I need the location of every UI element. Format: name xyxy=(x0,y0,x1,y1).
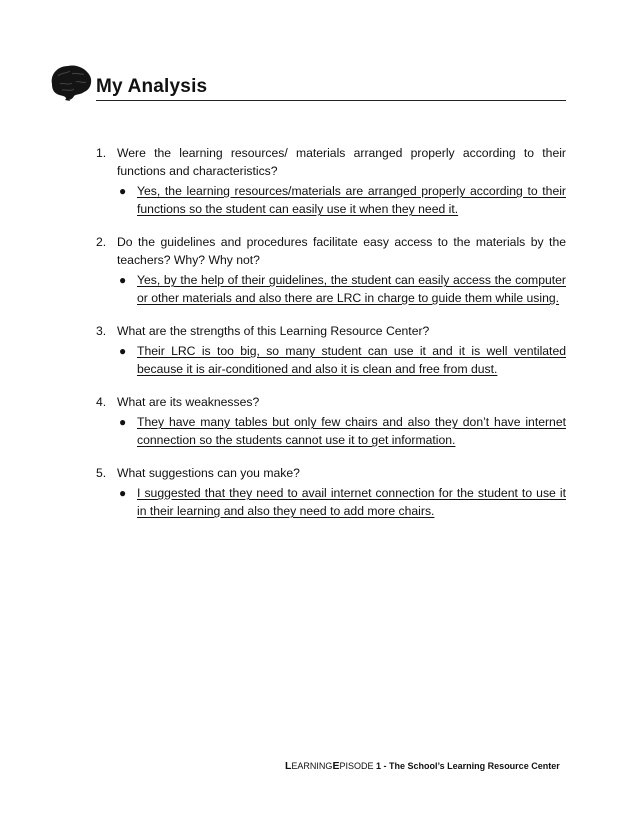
bullet-icon: ● xyxy=(119,486,127,500)
page-title: My Analysis xyxy=(96,76,208,97)
answer-text: Yes, the learning resources/materials are arranged properly according to their functions so the student can easily use it when they need it. xyxy=(137,184,566,216)
footer-separator: - xyxy=(381,761,389,771)
question-item xyxy=(96,233,566,307)
question-text: Do the guidelines and procedures facilitate easy access to the materials by the teachers? Why? Why not? xyxy=(117,235,566,267)
question-item xyxy=(96,464,566,520)
question-text: Were the learning resources/ materials arranged properly according to their functions and characteristics? xyxy=(117,146,566,178)
answer-text: They have many tables but only few chairs and also they don’t have internet connection so the students cannot use it to get information. xyxy=(137,415,566,447)
page-header xyxy=(46,60,566,106)
bullet-icon: ● xyxy=(119,415,127,429)
answer-item xyxy=(117,484,566,520)
footer-e-initial: E xyxy=(332,760,340,772)
answer-text: Their LRC is too big, so many student can use it and it is well ventilated because it is air-conditioned and also it is clean and free from dust. xyxy=(137,344,566,376)
question-number: 5. xyxy=(96,466,107,480)
question-number: 4. xyxy=(96,395,107,409)
question-number: 3. xyxy=(96,324,107,338)
bullet-icon: ● xyxy=(119,344,127,358)
question-list xyxy=(96,144,566,535)
footer-l-rest: EARNING xyxy=(291,761,333,771)
answer-text: Yes, by the help of their guidelines, the student can easily access the computer or other materials and also there are LRC in charge to guide them while using. xyxy=(137,273,566,305)
answer-item xyxy=(117,342,566,378)
bullet-icon: ● xyxy=(119,273,127,287)
question-number: 2. xyxy=(96,235,107,249)
question-text: What are the strengths of this Learning Resource Center? xyxy=(117,324,430,338)
answer-text: I suggested that they need to avail internet connection for the student to use it in their learning and also they need to add more chairs. xyxy=(137,486,566,518)
footer-subtitle: The School’s Learning Resource Center xyxy=(389,761,560,771)
brain-icon xyxy=(46,62,94,102)
question-number: 1. xyxy=(96,146,107,160)
footer-l-initial: L xyxy=(285,760,292,772)
question-item xyxy=(96,322,566,378)
question-text: What are its weaknesses? xyxy=(117,395,260,409)
question-text: What suggestions can you make? xyxy=(117,466,300,480)
page-footer xyxy=(285,760,565,772)
answer-item xyxy=(117,413,566,449)
question-item xyxy=(96,144,566,218)
footer-e-rest: PISODE xyxy=(339,761,374,771)
footer-episode-number: 1 xyxy=(375,761,381,771)
answer-item xyxy=(117,271,566,307)
answer-item xyxy=(117,182,566,218)
question-item xyxy=(96,393,566,449)
bullet-icon: ● xyxy=(119,184,127,198)
title-underline xyxy=(96,100,566,101)
